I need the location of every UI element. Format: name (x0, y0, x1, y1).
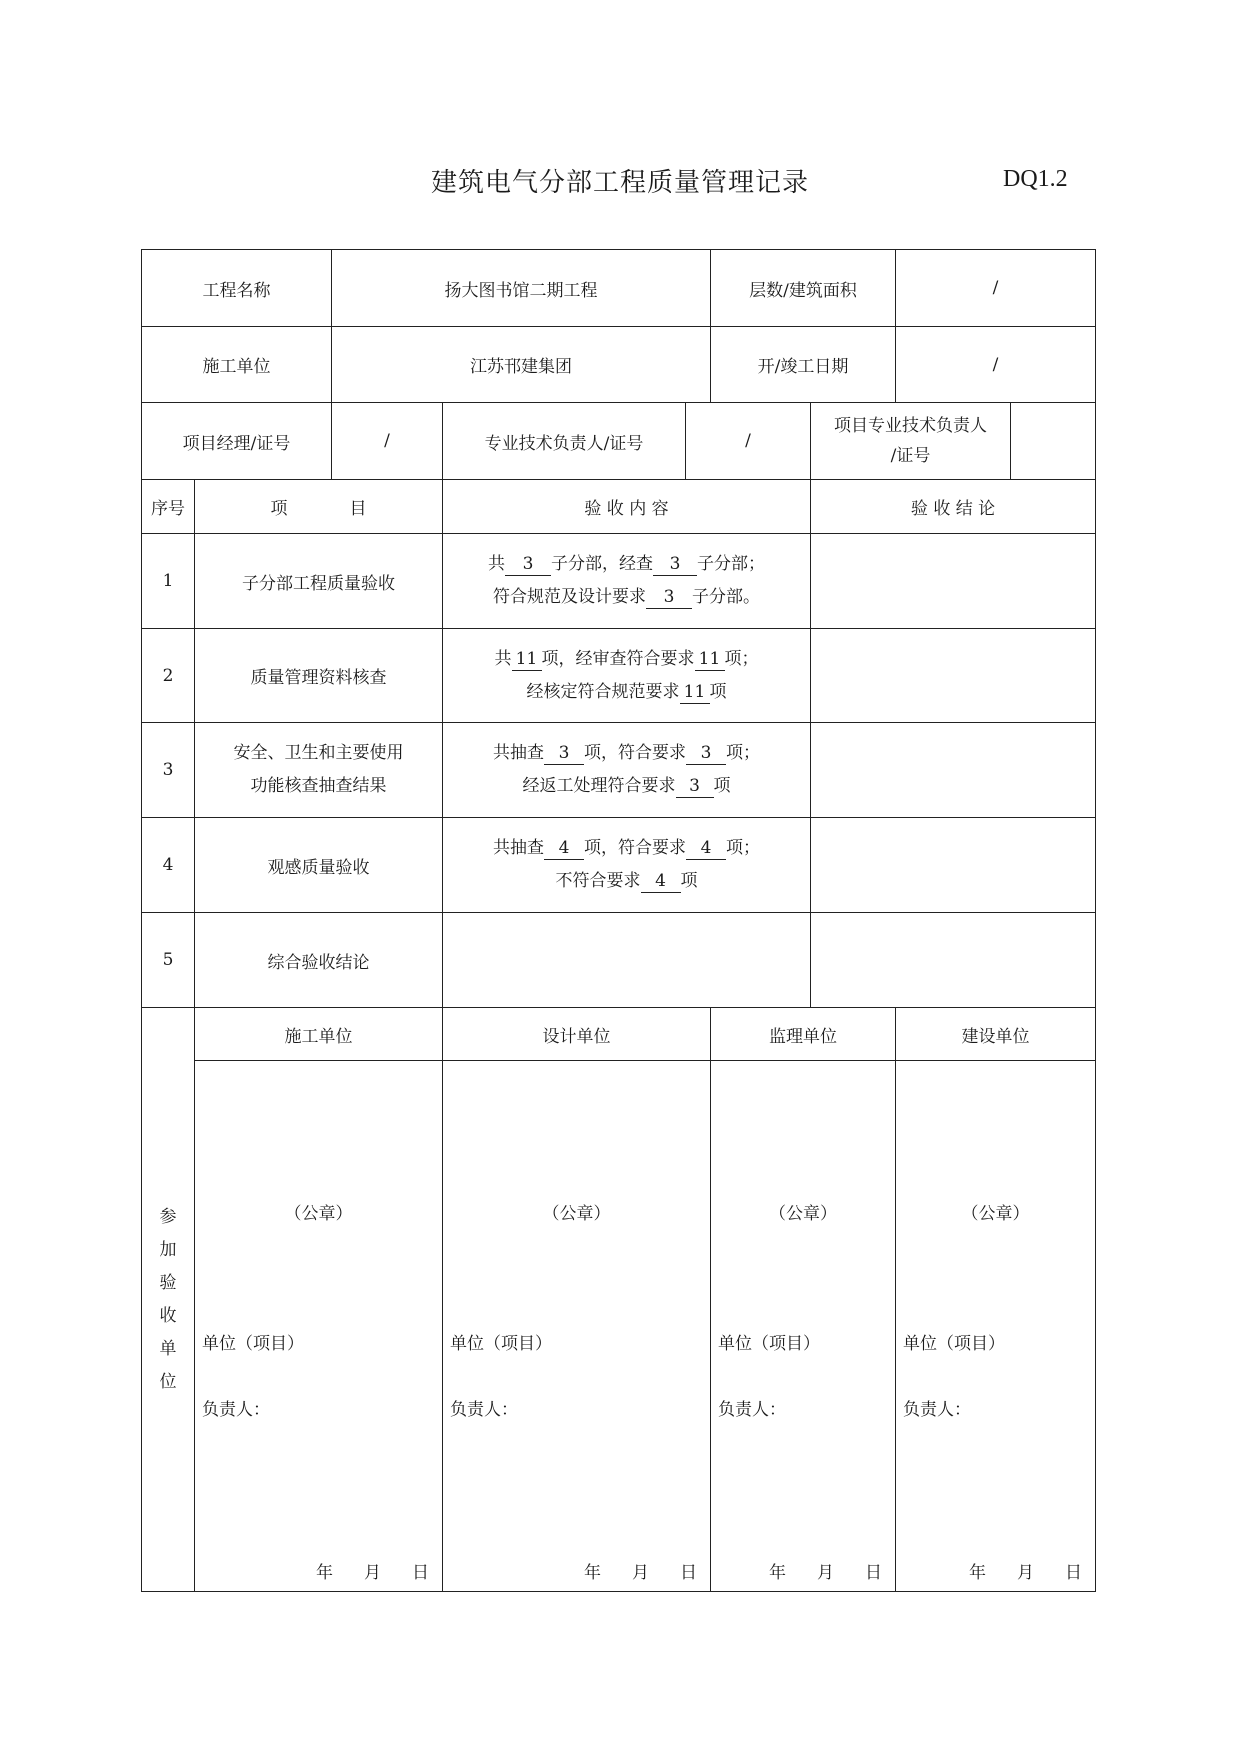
table-row (142, 818, 1096, 913)
text: 项； (724, 648, 759, 669)
unit-project-line: 单位（项目） (903, 1334, 1006, 1354)
project-name-label: 工程名称 (142, 250, 332, 327)
participants-label-char: 验 (159, 1272, 177, 1293)
row-content-line-2 (443, 581, 810, 614)
row-content-line-1 (443, 737, 810, 770)
row-content (443, 534, 811, 629)
text: 经返工处理符合要求 (522, 776, 676, 796)
dates-value: / (896, 327, 1096, 403)
day-label: 日 (865, 1563, 884, 1583)
dates-label: 开/竣工日期 (711, 327, 896, 403)
row-seq: 2 (142, 629, 195, 723)
row-item: 质量管理资料核查 (195, 629, 443, 723)
project-tech-lead-value (1011, 403, 1096, 480)
seq-header: 序号 (142, 480, 195, 534)
participants-label (142, 1008, 195, 1592)
row-conclusion (811, 629, 1096, 723)
participants-label-char: 位 (159, 1371, 177, 1392)
floors-area-value: / (896, 250, 1096, 327)
date-line (939, 1558, 1083, 1583)
participants-label-char: 加 (159, 1239, 177, 1260)
text: 项 (713, 776, 731, 796)
content-header: 验 收 内 容 (443, 480, 811, 534)
project-name-value: 扬大图书馆二期工程 (332, 250, 711, 327)
filled-value: 11 (512, 648, 542, 671)
info-row-3 (142, 403, 1096, 480)
row-content (443, 723, 811, 818)
responsible-person-line: 负责人： (903, 1400, 972, 1420)
date-line (554, 1558, 698, 1583)
seal-placeholder: （公章） (961, 1204, 1030, 1224)
row-seq: 5 (142, 913, 195, 1008)
seal-placeholder: （公章） (284, 1204, 353, 1224)
text: 子分部，经查 (551, 554, 653, 574)
info-row-2 (142, 327, 1096, 403)
row-content (443, 818, 811, 913)
filled-value: 3 (646, 586, 692, 609)
text: 项 (709, 681, 727, 702)
row-conclusion (811, 913, 1096, 1008)
text: 项，符合要求 (584, 743, 686, 763)
text: 项，符合要求 (584, 838, 686, 858)
month-label: 月 (1017, 1563, 1036, 1583)
row-content-line-1 (443, 832, 810, 865)
contractor-value: 江苏邗建集团 (332, 327, 711, 403)
supervision-unit-signature (711, 1061, 896, 1592)
row-content (443, 629, 811, 723)
month-label: 月 (364, 1563, 382, 1583)
filled-value: 3 (686, 742, 726, 765)
document-code: DQ1.2 (1003, 166, 1068, 192)
seal-placeholder: （公章） (542, 1204, 611, 1224)
filled-value: 11 (695, 648, 725, 671)
filled-value: 4 (544, 837, 584, 860)
text: 共 (488, 554, 505, 574)
quality-record-table (141, 249, 1096, 1592)
row-content-line-2 (443, 865, 810, 898)
row-content-line-2 (443, 770, 810, 803)
day-label: 日 (412, 1563, 430, 1583)
text: 子分部。 (692, 587, 760, 607)
year-label: 年 (769, 1563, 788, 1583)
document-title: 建筑电气分部工程质量管理记录 (430, 168, 809, 198)
owner-unit-signature (896, 1061, 1096, 1592)
conclusion-header: 验 收 结 论 (811, 480, 1096, 534)
table-row (142, 629, 1096, 723)
row-seq: 1 (142, 534, 195, 629)
row-conclusion (811, 534, 1096, 629)
project-manager-label: 项目经理/证号 (142, 403, 332, 480)
row-item-line-1: 安全、卫生和主要使用 (233, 743, 404, 763)
filled-value: 4 (686, 837, 726, 860)
supervision-unit-header: 监理单位 (711, 1008, 896, 1061)
row-item: 子分部工程质量验收 (195, 534, 443, 629)
row-content (443, 913, 811, 1008)
row-item: 观感质量验收 (195, 818, 443, 913)
design-unit-signature (443, 1061, 711, 1592)
item-header-part-2: 目 (349, 499, 367, 519)
text: 不符合要求 (555, 871, 641, 891)
filled-value: 3 (505, 553, 551, 576)
text: 经核定符合规范要求 (526, 681, 680, 702)
responsible-person-line: 负责人： (202, 1400, 270, 1420)
project-tech-lead-label-line-2: /证号 (890, 446, 931, 466)
row-item (195, 723, 443, 818)
day-label: 日 (1065, 1563, 1084, 1583)
text: 项； (726, 743, 760, 763)
info-row-1 (142, 250, 1096, 327)
text: 共抽查 (493, 743, 544, 763)
signature-row (142, 1061, 1096, 1592)
participants-label-char: 参 (159, 1206, 177, 1227)
participants-label-char: 收 (159, 1305, 177, 1326)
text: 项 (680, 871, 698, 891)
seal-placeholder: （公章） (769, 1204, 838, 1224)
row-seq: 3 (142, 723, 195, 818)
filled-value: 4 (641, 870, 681, 893)
table-row (142, 534, 1096, 629)
unit-project-line: 单位（项目） (450, 1334, 552, 1354)
month-label: 月 (632, 1563, 651, 1583)
row-content-line-1 (443, 643, 810, 676)
row-conclusion (811, 818, 1096, 913)
project-manager-value: / (332, 403, 443, 480)
responsible-person-line: 负责人： (450, 1400, 518, 1420)
month-label: 月 (817, 1563, 836, 1583)
unit-project-line: 单位（项目） (202, 1334, 304, 1354)
column-header-row (142, 480, 1096, 534)
table-row (142, 913, 1096, 1008)
tech-lead-label: 专业技术负责人/证号 (443, 403, 686, 480)
table-row (142, 723, 1096, 818)
row-seq: 4 (142, 818, 195, 913)
filled-value: 3 (676, 775, 714, 798)
project-tech-lead-label-line-1: 项目专业技术负责人 (834, 416, 988, 436)
text: 共抽查 (493, 838, 544, 858)
text: 共 (494, 648, 512, 669)
unit-project-line: 单位（项目） (718, 1334, 821, 1354)
text: 子分部； (697, 554, 765, 574)
construction-unit-header: 施工单位 (195, 1008, 443, 1061)
day-label: 日 (680, 1563, 699, 1583)
filled-value: 3 (544, 742, 584, 765)
construction-unit-signature (195, 1061, 443, 1592)
project-tech-lead-label (811, 403, 1011, 480)
contractor-label: 施工单位 (142, 327, 332, 403)
participants-header-row (142, 1008, 1096, 1061)
filled-value: 3 (653, 553, 697, 576)
participants-label-char: 单 (159, 1338, 177, 1359)
owner-unit-header: 建设单位 (896, 1008, 1096, 1061)
filled-value: 11 (680, 681, 710, 704)
year-label: 年 (316, 1563, 334, 1583)
item-header (195, 480, 443, 534)
floors-area-label: 层数/建筑面积 (711, 250, 896, 327)
year-label: 年 (969, 1563, 988, 1583)
design-unit-header: 设计单位 (443, 1008, 711, 1061)
item-header-part-1: 项 (270, 499, 288, 519)
responsible-person-line: 负责人： (718, 1400, 787, 1420)
row-conclusion (811, 723, 1096, 818)
row-content-line-2 (443, 676, 810, 709)
date-line (286, 1558, 430, 1583)
row-content-line-1 (443, 548, 810, 581)
text: 符合规范及设计要求 (493, 587, 646, 607)
tech-lead-value: / (686, 403, 811, 480)
row-item-line-2: 功能核查抽查结果 (250, 776, 387, 796)
text: 项； (726, 838, 760, 858)
text: 项，经审查符合要求 (541, 648, 695, 669)
year-label: 年 (584, 1563, 603, 1583)
row-item: 综合验收结论 (195, 913, 443, 1008)
date-line (739, 1558, 883, 1583)
